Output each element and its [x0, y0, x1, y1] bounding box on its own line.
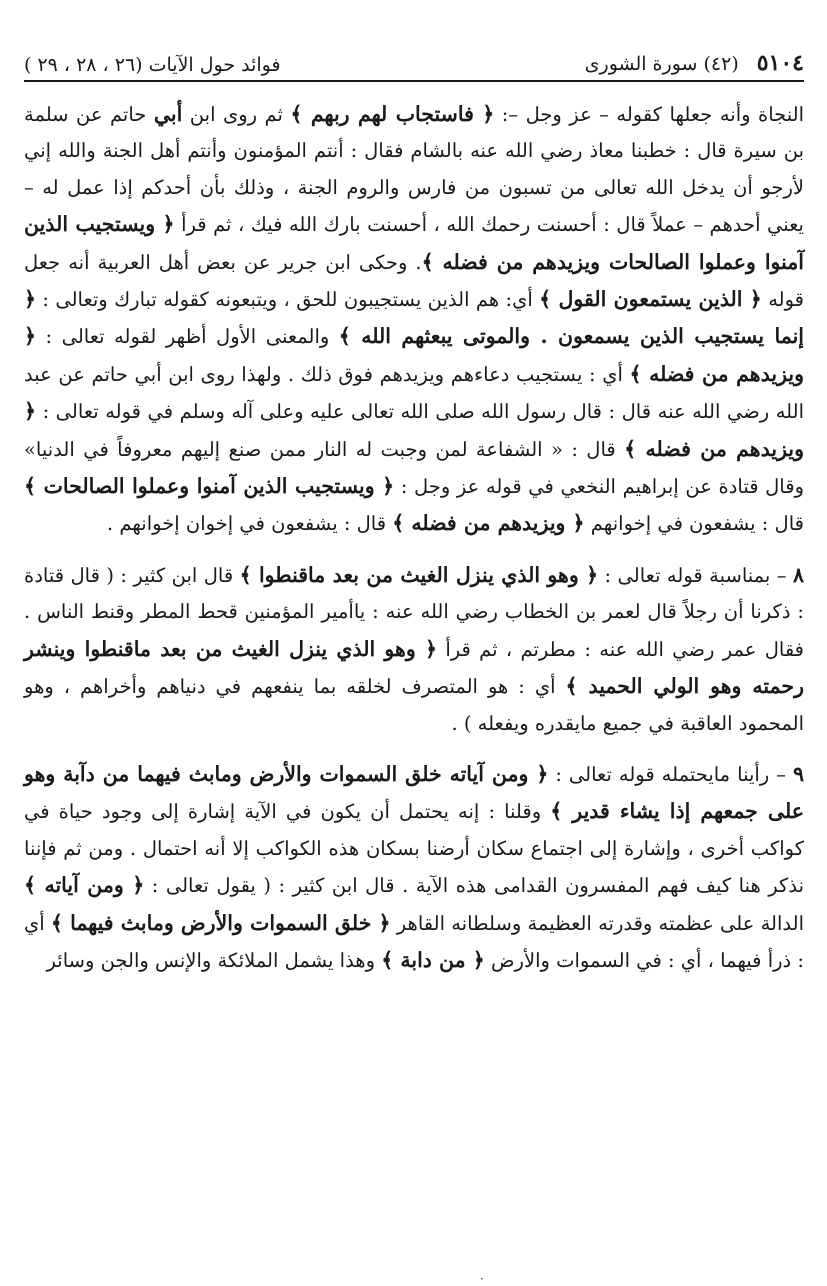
quran-quote: ﴿ ومن آياته ﴾ — [24, 873, 145, 898]
chapter-title: (٤٢) سورة الشورى — [584, 53, 739, 75]
quran-quote: ﴿ وهو الذي ينزل الغيث من بعد ماقنطوا وينشر رحمته وهو الولي الحميد ﴾ — [24, 636, 804, 699]
paragraph-2 — [24, 557, 804, 742]
quran-quote: ﴿ ويزيدهم من فضله ﴾ — [24, 324, 805, 386]
paragraph-1 — [24, 96, 804, 543]
quran-quote: ﴿ ويزيدهم من فضله ﴾ — [392, 511, 585, 536]
commentary-text: ثم روى ابن — [182, 103, 291, 126]
commentary-text: أي: هم الذين يستجيبون للحق ، ويتبعونه كقوله تبارك وتعالى : — [36, 288, 540, 312]
commentary-text: . وحكى ابن جرير عن بعض أهل العربية أنه جعل قوله — [24, 250, 804, 312]
quran-quote: ﴿ ويستجيب الذين آمنوا وعملوا الصالحات ويزيدهم من فضله ﴾ — [24, 212, 804, 274]
quran-quote: ﴿ من دابة ﴾ — [381, 947, 485, 972]
bottom-dot: · — [480, 1272, 484, 1286]
quran-quote: ﴿ ويستجيب الذين آمنوا وعملوا الصالحات ﴾ — [24, 474, 395, 499]
commentary-text: – رأينا مايحتمله قوله تعالى : — [548, 762, 793, 786]
quran-quote: ﴿ إنما يستجيب الذين يسمعون . والموتى يبعثهم الله ﴾ — [24, 287, 804, 349]
commentary-text: حاتم عن سلمة بن سيرة قال : خطبنا معاذ رضي الله عنه بالشام فقال : أنتم المؤمنون وأنتم أهل الجنة والله إني لأرجو أن يدخل الله تعالى من تسبون من فارس والروم الجنة ، وذلك بأن أحدكم إذا عمل له – يعني أحدهم – عملاً قال : أحسنت رحمك الله ، أحسنت بارك الله فيك ، ثم قرأ — [24, 103, 804, 237]
commentary-text: وقلنا : إنه يحتمل أن يكون في الآية إشارة إلى وجود حياة في كواكب أخرى ، وإشارة إلى اجتماع سكان أرضنا بسكان هذه الكواكب إلا أنه احتمال . ومن ثم فإننا نذكر هنا كيف فهم المفسرون القدامى هذه الآية . قال ابن كثير : ( يقول تعالى : — [24, 800, 804, 898]
quran-quote: ﴿ ويزيدهم من فضله ﴾ — [24, 399, 804, 461]
commentary-text: أي : يستجيب دعاءهم ويزيدهم فوق ذلك . ولهذا روى ابن أبي حاتم عن عبد الله رضي الله عنه قال : قال رسول الله صلى الله تعالى عليه وعلى آله وسلم في قوله تعالى : — [24, 362, 804, 424]
running-head — [24, 42, 804, 82]
commentary-text: قال : يشفعون في إخوان إخوانهم . — [106, 512, 393, 536]
quran-quote: ٩ — [792, 761, 804, 786]
commentary-text: النجاة وأنه جعلها كقوله – عز وجل –: — [494, 103, 804, 126]
quran-quote: ﴿ ومن آياته خلق السموات والأرض ومابث فيهما من دآبة وهو على جمعهم إذا يشاء قدير ﴾ — [24, 761, 804, 824]
commentary-text: قال : « الشفاعة لمن وجبت له النار ممن صنع إليهم معروفاً في الدنيا» وقال قتادة عن إبراهيم النخعي في قوله عز وجل : — [24, 437, 804, 499]
quran-quote: ﴿ خلق السموات والأرض ومابث فيهما ﴾ — [50, 910, 391, 935]
quran-quote: أبي — [153, 102, 183, 126]
commentary-text: قال : يشفعون في إخوانهم — [584, 512, 804, 536]
running-head-right — [585, 50, 804, 76]
commentary-text: أي : ذرأ فيهما ، أي : في السموات والأرض — [24, 911, 804, 972]
body-text — [24, 96, 804, 979]
commentary-text: والمعنى الأول أظهر لقوله تعالى : — [36, 325, 339, 349]
commentary-text: وهذا يشمل الملائكة والإنس والجن وسائر — [46, 948, 382, 972]
quran-quote: ﴿ فاستجاب لهم ربهم ﴾ — [290, 102, 495, 126]
quran-quote: ﴿ الذين يستمعون القول ﴾ — [539, 287, 762, 312]
paragraph-3 — [24, 756, 804, 979]
commentary-text: أي : هو المتصرف لخلقه بما ينفعهم في دنياهم وأخراهم ، وهو المحمود العاقبة في جميع مايقدره ويفعله ) . — [24, 675, 804, 735]
quran-quote: ٨ — [792, 562, 804, 587]
page-number: ٥١٠٤ — [756, 50, 804, 76]
commentary-text: – بمناسبة قوله تعالى : — [598, 563, 793, 587]
document-page — [24, 42, 805, 1286]
section-title: فوائد حول الآيات (٢٦ ، ٢٨ ، ٢٩ ) — [24, 54, 281, 76]
commentary-text: قال ابن كثير : ( قال قتادة : ذكرنا أن رجلاً قال لعمر بن الخطاب رضي الله عنه : ياأمير المؤمنين قحط المطر وقنط الناس . فقال عمر رضي الله عنه : مطرتم ، ثم قرأ — [24, 563, 805, 661]
quran-quote: ﴿ وهو الذي ينزل الغيث من بعد ماقنطوا ﴾ — [239, 562, 599, 587]
commentary-text: الدالة على عظمته وقدرته العظيمة وسلطانه القاهر — [390, 911, 804, 935]
